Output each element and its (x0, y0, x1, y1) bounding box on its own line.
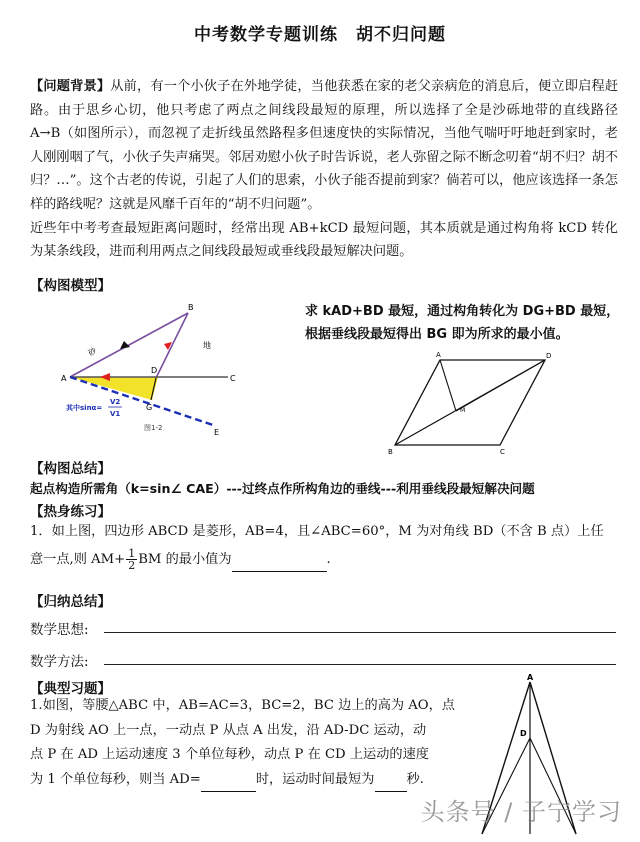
label-a: A (61, 374, 67, 383)
figure-1-2 (58, 300, 258, 440)
induction-heading: 【归纳总结】 (30, 594, 111, 610)
math-thought-label: 数学思想: (30, 622, 89, 638)
watermark: 头条号 / 子宁学习 (420, 798, 622, 826)
model-desc-line-2: 根据垂线段最短得出 BG 即为所求的最小值。 (305, 327, 569, 342)
label-g: G (146, 403, 153, 412)
triangle-label-a: A (527, 673, 534, 682)
answer-blank-ad[interactable] (201, 777, 256, 792)
typical-line-1: 1.如图，等腰△ABC 中，AB=AC=3，BC=2，BC 边上的高为 AO，点 (30, 698, 455, 713)
summary-text: 起点构造所需角（k=sin∠ CAE）---过终点作所构角边的垂线---利用垂线段最短解决问题 (30, 481, 535, 496)
rhombus-label-a: A (436, 351, 441, 359)
math-method-line[interactable] (104, 664, 616, 665)
rhombus-figure (380, 348, 580, 458)
typical-line-3: 点 P 在 AD 上运动速度 3 个单位每秒，动点 P 在 CD 上运动的速度 (30, 747, 429, 762)
background-heading: 【问题背景】 (30, 79, 111, 94)
fraction-num: 1 (128, 547, 136, 560)
answer-blank-1[interactable] (232, 557, 327, 572)
triangle-label-d: D (520, 729, 527, 738)
label-land: 地 (203, 341, 211, 350)
label-b: B (188, 303, 194, 312)
background-paragraph (30, 75, 618, 264)
summary-heading: 【构图总结】 (30, 461, 111, 477)
typical-heading: 【典型习题】 (30, 681, 111, 697)
background-text-2: 近些年中考考查最短距离问题时，经常出现 AB+kCD 最短问题，其本质就是通过构角将 kCD 转化为某条线段，进而利用两点之间线段最短或垂线段最短解决问题。 (30, 220, 618, 260)
warmup-line-2 (30, 548, 618, 572)
formula-num: V2 (110, 398, 121, 406)
label-d: D (151, 366, 158, 375)
typical-line-4c: 秒. (406, 771, 424, 787)
typical-line-4a: 为 1 个单位每秒，则当 AD= (30, 771, 201, 787)
label-e: E (214, 428, 220, 437)
label-sand: 砂 (86, 346, 99, 358)
warmup-line-1: 1．如上图，四边形 ABCD 是菱形，AB=4，且∠ABC=60°，M 为对角线 BD（不含 B 点）上任 (30, 524, 604, 539)
warmup-prefix: 意一点,则 AM+ (30, 552, 126, 567)
fig-caption: 图1-2 (144, 424, 163, 432)
warmup-mid: BM 的最小值为 (138, 552, 232, 567)
fraction-den: 2 (128, 559, 136, 572)
typical-line-4b: 时，运动时间最短为 (255, 771, 375, 787)
typical-problem (30, 694, 470, 792)
model-desc-line-1: 求 kAD+BD 最短，通过构角转化为 DG+BD 最短， (305, 304, 620, 319)
line-b-d (156, 313, 188, 378)
model-heading: 【构图模型】 (30, 278, 111, 294)
formula-prefix: 其中sinα= (66, 404, 103, 412)
rhombus-label-c: C (500, 448, 505, 456)
warmup-heading: 【热身练习】 (30, 504, 111, 520)
typical-line-2: D 为射线 AO 上一点，一动点 P 从点 A 出发，沿 AD-DC 运动，动 (30, 722, 427, 738)
math-thought-line[interactable] (104, 632, 616, 633)
page-title: 中考数学专题训练 胡不归问题 (194, 25, 446, 45)
label-c: C (230, 374, 236, 383)
rhombus-label-m: M (460, 407, 466, 414)
rhombus-label-b: B (388, 448, 393, 456)
fraction-half (126, 548, 137, 571)
warmup-end: . (326, 552, 331, 567)
formula-den: V1 (110, 410, 121, 418)
answer-blank-time[interactable] (375, 777, 407, 792)
line-am (440, 360, 456, 411)
rhombus-label-d: D (546, 352, 552, 360)
background-text: 从前，有一个小伙子在外地学徒，当他获悉在家的老父亲病危的消息后，便立即启程赶路。由于思乡心切，他只考虑了两点之间线段最短的原理，所以选择了全是沙砾地带的直线路径 A→B（如图所示），而忽视了走折线虽然路程多但速度快的实际情况，当他气喘吁吁地赶到家时，老人刚刚咽了气，小伙子失声痛哭。邻居劝慰小伙子时告诉说，老人弥留之际不断念叨着“胡不归？胡不归？…”。这个古老的传说，引起了人们的思索，小伙子能否提前到家？倘若可以，他应该选择一条怎样的路线呢？这就是风靡千百年的“胡不归问题”。 (30, 79, 619, 212)
math-method-label: 数学方法: (30, 654, 89, 670)
